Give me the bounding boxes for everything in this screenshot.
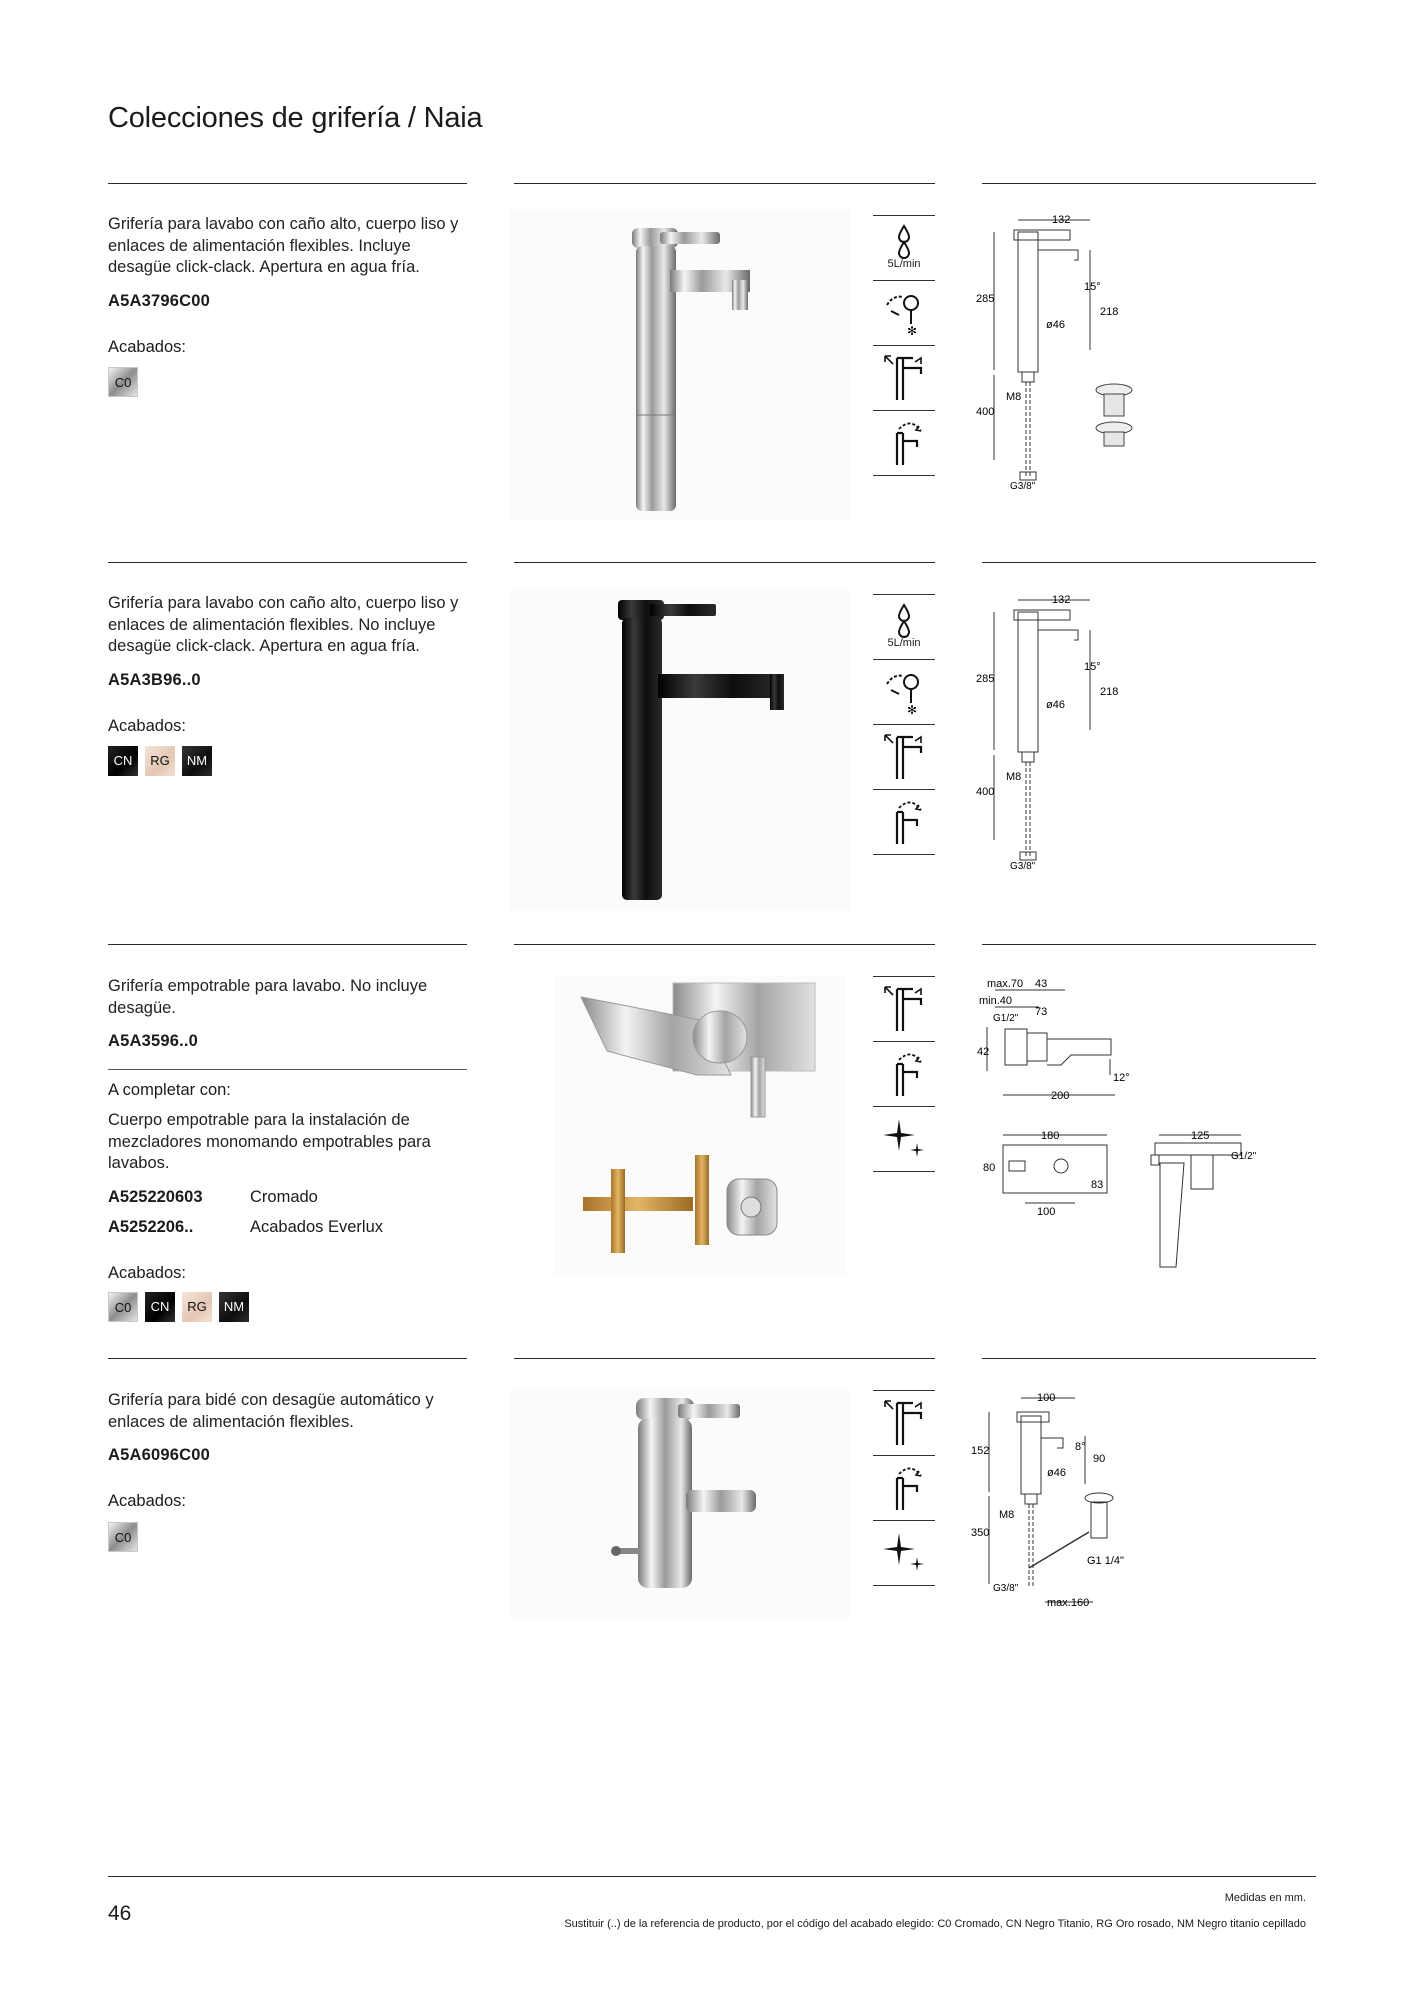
dim-max160: max.160 <box>1047 1597 1090 1609</box>
rotating-spout-icon <box>873 1041 935 1106</box>
dim-200: 200 <box>1051 1090 1070 1102</box>
dim-conn: G3/8" <box>1010 861 1036 872</box>
technical-drawing-tall-mixer <box>976 590 1180 875</box>
technical-drawing-tall-mixer <box>976 210 1180 495</box>
dim-125: 125 <box>1191 1130 1210 1142</box>
product-code: A5A3B96..0 <box>108 671 201 689</box>
svg-text:✻: ✻ <box>907 703 918 717</box>
finish-swatch-c0[interactable]: C0 <box>108 367 138 397</box>
finish-swatch-cn[interactable]: CN <box>145 1292 175 1322</box>
finish-swatch-rg[interactable]: RG <box>145 746 175 776</box>
technical-drawing-wall-mixer <box>975 975 1295 1275</box>
drain-click-clack-icon <box>1096 384 1132 446</box>
finishes-label: Acabados: <box>108 338 186 356</box>
divider <box>108 1358 467 1359</box>
sparkle-finish-icon <box>873 1106 935 1172</box>
dim-height: 152 <box>971 1445 990 1457</box>
part-code: A5252206.. <box>108 1218 194 1236</box>
flow-5l-icon <box>873 594 935 659</box>
divider <box>982 183 1316 184</box>
dim-min: min.40 <box>979 995 1013 1007</box>
finish-swatch-rg[interactable]: RG <box>182 1292 212 1322</box>
dim-80: 80 <box>983 1162 996 1174</box>
dim-spout: 218 <box>1100 686 1119 698</box>
cold-opening-icon <box>873 280 935 345</box>
product-photo-tall-basin-mixer-chrome <box>510 210 850 520</box>
product-code: A5A3796C00 <box>108 292 210 310</box>
divider <box>514 183 935 184</box>
feature-icons <box>873 1390 935 1586</box>
dim-hose: 400 <box>976 786 995 798</box>
divider <box>108 183 467 184</box>
dim-diameter: ø46 <box>1046 699 1065 711</box>
footer-divider <box>108 1876 1316 1877</box>
divider <box>514 562 935 563</box>
product-photo-bidet-mixer <box>510 1390 850 1620</box>
dim-angle: 15° <box>1084 661 1101 673</box>
dim-100: 100 <box>1037 1206 1056 1218</box>
dim-g38: G3/8" <box>993 1583 1019 1594</box>
feature-icons <box>873 215 935 476</box>
finish-code-note: Sustituir (..) de la referencia de producto, por el código del acabado elegido: C0 Cromado, CN Negro Titanio, RG Oro rosado, NM Negro titanio cepillado <box>564 1918 1306 1930</box>
tall-spout-icon <box>873 345 935 410</box>
finish-swatch-c0[interactable]: C0 <box>108 1522 138 1552</box>
feature-icons <box>873 594 935 855</box>
dim-angle: 12° <box>1113 1072 1130 1084</box>
finish-swatch-nm[interactable]: NM <box>219 1292 249 1322</box>
product-photo-tall-basin-mixer-black <box>510 590 850 910</box>
dim-83: 83 <box>1091 1179 1104 1191</box>
product-description: Grifería empotrable para lavabo. No incluye desagüe. <box>108 977 428 1017</box>
dim-width: 132 <box>1052 214 1071 226</box>
dim-diameter: ø46 <box>1046 319 1065 331</box>
product-code: A5A3596..0 <box>108 1032 199 1050</box>
flow-5l-icon <box>873 215 935 280</box>
divider <box>108 562 467 563</box>
dim-angle: 8° <box>1075 1441 1086 1453</box>
part-name: Cromado <box>250 1188 318 1206</box>
flow-rate-text: 5L/min <box>887 258 921 270</box>
product-code: A5A6096C00 <box>108 1446 210 1464</box>
divider <box>108 944 467 945</box>
dim-hose: 400 <box>976 406 995 418</box>
product-description: Grifería para lavabo con caño alto, cuerpo liso y enlaces de alimentación flexibles. Incluye desagüe click-clack. Apertura en agua fría. <box>108 215 459 276</box>
dim-43: 43 <box>1035 978 1048 990</box>
finish-swatch-c0[interactable]: C0 <box>108 1292 138 1322</box>
dim-height: 285 <box>976 673 995 685</box>
dim-73: 73 <box>1035 1006 1048 1018</box>
divider <box>108 1069 467 1070</box>
dim-angle: 15° <box>1084 281 1101 293</box>
dim-g12b: G1/2" <box>1231 1151 1257 1162</box>
finish-swatch-cn[interactable]: CN <box>108 746 138 776</box>
finish-swatch-nm[interactable]: NM <box>182 746 212 776</box>
tall-spout-icon <box>873 1390 935 1455</box>
dim-thread: M8 <box>1006 771 1022 783</box>
dim-42: 42 <box>977 1046 990 1058</box>
finishes-label: Acabados: <box>108 1492 186 1510</box>
tall-spout-icon <box>873 976 935 1041</box>
divider <box>514 944 935 945</box>
dim-diameter: ø46 <box>1047 1467 1066 1479</box>
cold-opening-icon <box>873 659 935 724</box>
complete-with-label: A completar con: <box>108 1081 231 1099</box>
rotating-spout-icon <box>873 410 935 476</box>
dim-g114: G1 1/4" <box>1087 1555 1124 1567</box>
dim-max: max.70 <box>987 978 1024 990</box>
divider <box>982 1358 1316 1359</box>
dim-180: 180 <box>1041 1130 1060 1142</box>
units-note: Medidas en mm. <box>1224 1892 1306 1904</box>
page-number: 46 <box>108 1902 132 1925</box>
product-photo-wall-mounted-mixer <box>555 975 845 1275</box>
dim-height: 285 <box>976 293 995 305</box>
dim-width: 132 <box>1052 594 1071 606</box>
complete-with-text: Cuerpo empotrable para la instalación de mezcladores monomando empotrables para lavabos. <box>108 1111 431 1172</box>
dim-hose: 350 <box>971 1527 990 1539</box>
tall-spout-icon <box>873 724 935 789</box>
dim-width: 100 <box>1037 1392 1056 1404</box>
dim-spout: 218 <box>1100 306 1119 318</box>
part-name: Acabados Everlux <box>250 1218 383 1236</box>
dim-thread: M8 <box>1006 391 1022 403</box>
product-description: Grifería para bidé con desagüe automático y enlaces de alimentación flexibles. <box>108 1391 434 1431</box>
part-code: A525220603 <box>108 1188 203 1206</box>
dim-90: 90 <box>1093 1453 1106 1465</box>
finishes-label: Acabados: <box>108 1264 186 1282</box>
dim-thread: M8 <box>999 1509 1015 1521</box>
divider <box>982 944 1316 945</box>
flow-rate-text: 5L/min <box>887 637 921 649</box>
divider <box>982 562 1316 563</box>
sparkle-finish-icon <box>873 1520 935 1586</box>
rotating-spout-icon <box>873 1455 935 1520</box>
page-title: Colecciones de grifería / Naia <box>108 102 483 134</box>
technical-drawing-bidet-mixer <box>971 1388 1175 1618</box>
feature-icons <box>873 976 935 1172</box>
finishes-label: Acabados: <box>108 717 186 735</box>
rotating-spout-icon <box>873 789 935 855</box>
svg-text:✻: ✻ <box>907 324 918 338</box>
dim-conn: G3/8" <box>1010 481 1036 492</box>
dim-g12: G1/2" <box>993 1013 1019 1024</box>
product-description: Grifería para lavabo con caño alto, cuerpo liso y enlaces de alimentación flexibles. No incluye desagüe click-clack. Apertura en agua fría. <box>108 594 459 655</box>
divider <box>514 1358 935 1359</box>
